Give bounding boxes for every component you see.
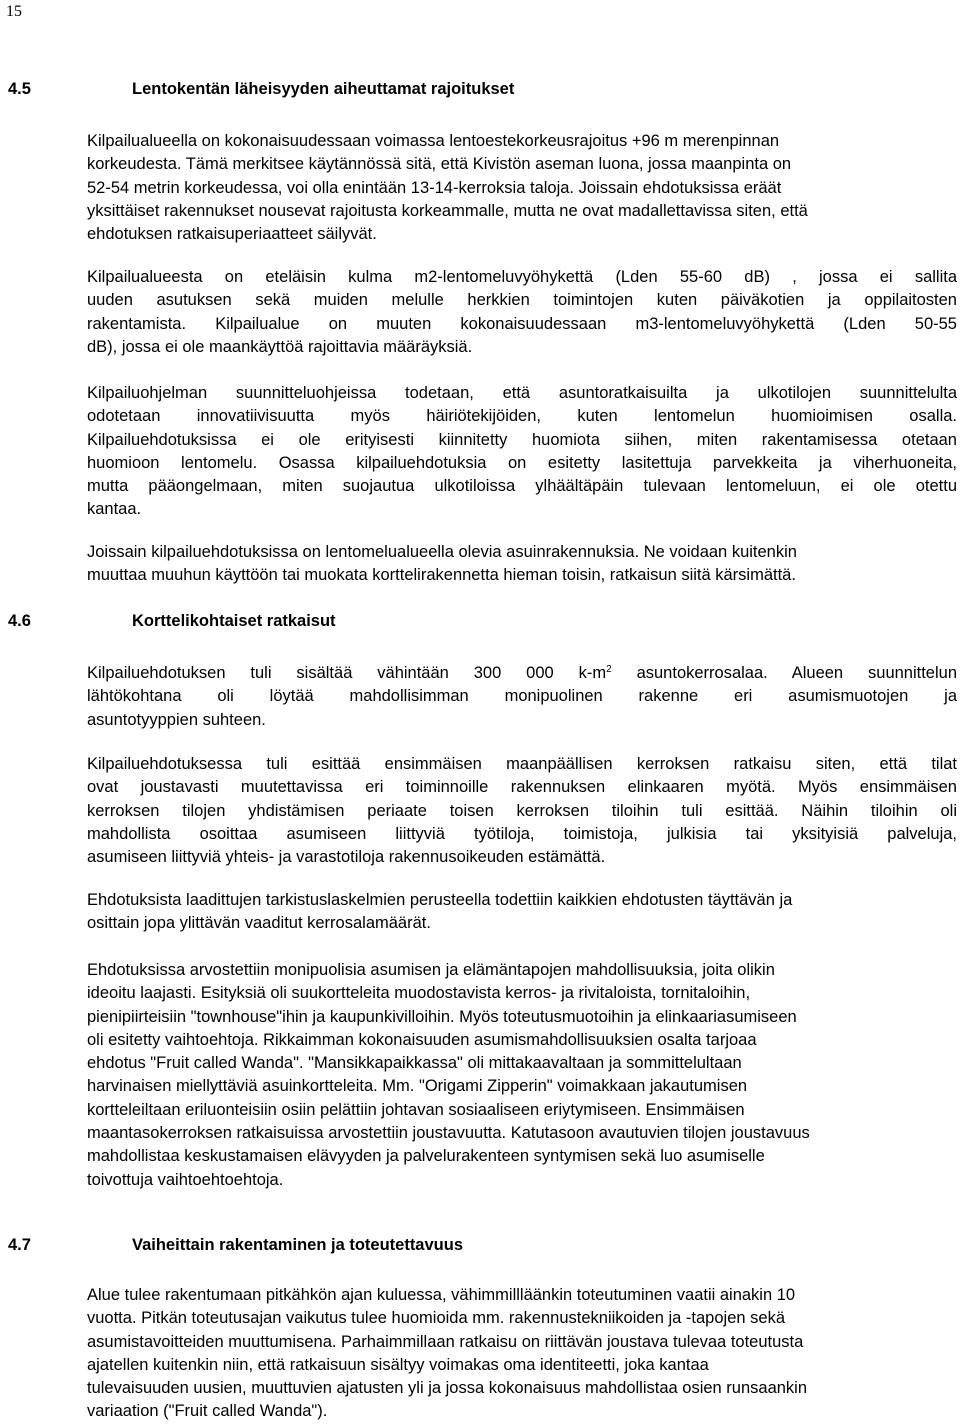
text-line: Kilpailuehdotuksessa tuli esittää ensimmäisen maanpäällisen kerroksen ratkaisu siten, että tilat [87,755,957,773]
text-line: mutta pääongelmaan, miten suojautua ulkotiloissa ylhäältäpäin tulevaan lentomeluun, ei ole otettu [87,477,957,496]
paragraph-4-5-3 [87,382,957,522]
text-line: variaation ("Fruit called Wanda"). [87,1402,328,1421]
text-line: ehdotus "Fruit called Wanda". "Mansikkapaikkassa" oli mittakaavaltaan ja sommittelultaan [87,1054,742,1073]
paragraph-4-6-4 [87,959,957,1192]
paragraph-4-7-1 [87,1284,957,1424]
paragraph-4-6-3 [87,889,957,936]
text-line: kantaa. [87,500,142,519]
superscript: 2 [606,664,612,675]
text-line: oli esitetty vaihtoehtoja. Rikkaimman kokonaisuuden asumismahdollisuuksien osalta tarjoaa [87,1030,757,1049]
paragraph-4-5-2 [87,266,957,359]
text-line: mahdollistaa keskustamaisen elävyyden ja palvelurakenteen syntymisen sekä luo asumiselle [87,1147,765,1166]
text-line: asuntotyyppien suhteen. [87,710,266,729]
text-line: Ehdotuksista laadittujen tarkistuslaskelmien perusteella todettiin kaikkien ehdotusten täyttävän ja [87,891,793,909]
text-line: rakentamista. Kilpailualue on muuten kokonaisuudessaan m3-lentomeluvyöhykettä (Lden 50-55 [87,314,957,333]
text-line: uuden asutuksen sekä muiden melulle herkkien toimintojen kuten päiväkotien ja oppilaitosten [87,291,957,310]
section-heading-4-7 [8,1235,463,1255]
paragraph-4-6-2 [87,753,957,869]
text-line: Kilpailualueesta on eteläisin kulma m2-lentomeluvyöhykettä (Lden 55-60 dB) , jossa ei sallita [87,268,957,286]
text-line: kerroksen tilojen yhdistämisen periaate toisen kerroksen tiloihin tuli esittää. Näihin tiloihin oli [87,801,957,820]
text-line: osittain jopa ylittävän vaaditut kerrosalamäärät. [87,914,431,933]
text-line: ajatellen kuitenkin niin, että ratkaisuun sisältyy voimakas oma identiteetti, joka kantaa [87,1355,709,1374]
text-line: ideoitu laajasti. Esityksiä oli suukortteleita muodostavista kerros- ja rivitaloista, tornitaloihin, [87,984,751,1003]
text-line: dB), jossa ei ole maankäyttöä rajoittavia määräyksiä. [87,337,473,356]
text-line: mahdollista osoittaa asumiseen liittyviä työtiloja, toimistoja, julkisia tai yksityisiä palveluja, [87,824,957,843]
section-number: 4.7 [8,1236,31,1254]
text-line: kortteleiltaan eriluonteisiin osiin pelättiin johtavan sosiaaliseen eriytymiseen. Ensimmäisen [87,1100,745,1119]
text-line: ovat joustavasti muutettavissa eri toiminnoille rakennuksen elinkaaren myötä. Myös ensimmäisen [87,778,957,797]
text-line: Ehdotuksissa arvostettiin monipuolisia asumisen ja elämäntapojen mahdollisuuksia, joita olikin [87,961,775,979]
section-heading-4-6 [8,611,336,631]
section-title: Korttelikohtaiset ratkaisut [132,612,336,630]
text-line: Kilpailualueella on kokonaisuudessaan voimassa lentoestekorkeusrajoitus +96 m merenpinnan [87,132,780,150]
text-line: lähtökohtana oli löytää mahdollisimman monipuolinen rakenne eri asumismuotojen ja [87,687,957,706]
text-line: odotetaan innovatiivisuutta myös häiriötekijöiden, kuten lentomelun huomioimisen osalla. [87,407,957,426]
text-line: korkeudesta. Tämä merkitsee käytännössä sitä, että Kivistön aseman luona, jossa maanpinta on [87,155,792,174]
page-number: 15 [6,3,22,20]
text-line: yksittäiset rakennukset nousevat rajoitusta korkeammalle, mutta ne ovat madallettavissa siten, että [87,201,808,220]
text-line: harvinaisen miellyttäviä asuinkortteleita. Mm. "Origami Zipperin" voimakkaan jakautumisen [87,1077,748,1096]
text-line: Kilpailuohjelman suunnitteluohjeissa todetaan, että asuntoratkaisuilta ja ulkotilojen suunnittelulta [87,384,957,402]
text-line: huomioon lentomelu. Osassa kilpailuehdotuksia on esitetty lasitettuja parvekkeita ja viherhuoneita, [87,453,957,472]
section-title: Lentokentän läheisyyden aiheuttamat rajoitukset [132,80,515,98]
text-line: toivottuja vaihtoehtoehtoja. [87,1170,284,1189]
text-line [87,662,957,685]
text-line: asumistavoitteiden muuttumisena. Parhaimmillaan ratkaisu on riittävän joustava tulevaa toteutusta [87,1332,804,1351]
section-number: 4.6 [8,612,31,630]
text-line: Joissain kilpailuehdotuksissa on lentomelualueella olevia asuinrakennuksia. Ne voidaan kuitenkin [87,543,797,561]
section-title: Vaiheittain rakentaminen ja toteutettavuus [132,1236,463,1254]
paragraph-4-5-1 [87,130,957,246]
text-fragment: Kilpailuehdotuksen tuli sisältää vähintään 300 000 k-m [87,664,607,682]
text-line: maantasokerroksen ratkaisuissa arvostettiin joustavuutta. Katutasoon avautuvien tilojen joustavuus [87,1124,810,1143]
text-fragment: asuntokerrosalaa. Alueen suunnittelun [611,664,957,682]
text-line: Alue tulee rakentumaan pitkähkön ajan kuluessa, vähimmillläänkin toteutuminen vaatii ainakin 10 [87,1286,796,1304]
paragraph-4-5-4 [87,541,957,588]
text-line: tulevaisuuden uusien, muuttuvien ajatusten yli ja jossa kokonaisuus mahdollistaa osien runsaankin [87,1379,808,1398]
text-line: Kilpailuehdotuksissa ei ole erityisesti kiinnitetty huomiota siihen, miten rakentamisessa otetaan [87,430,957,449]
paragraph-4-6-1 [87,662,957,732]
text-line: pienipiirteisiin "townhouse"ihin ja kaupunkivilloihin. Myös toteutusmuotoihin ja elinkaariasumiseen [87,1007,797,1026]
section-number: 4.5 [8,80,31,98]
text-line: vuotta. Pitkän toteutusajan vaikutus tulee huomioida mm. rakennustekniikoiden ja -tapojen sekä [87,1309,785,1328]
text-line: ehdotuksen ratkaisuperiaatteet säilyvät. [87,225,377,244]
section-heading-4-5 [8,79,514,99]
text-line: asumiseen liittyviä yhteis- ja varastotiloja rakennusoikeuden estämättä. [87,848,606,867]
text-line: 52-54 metrin korkeudessa, voi olla enintään 13-14-kerroksia taloja. Joissain ehdotuksissa eräät [87,178,782,197]
text-line: muuttaa muuhun käyttöön tai muokata korttelirakennetta hieman toisin, ratkaisun siitä kärsimättä. [87,566,796,585]
